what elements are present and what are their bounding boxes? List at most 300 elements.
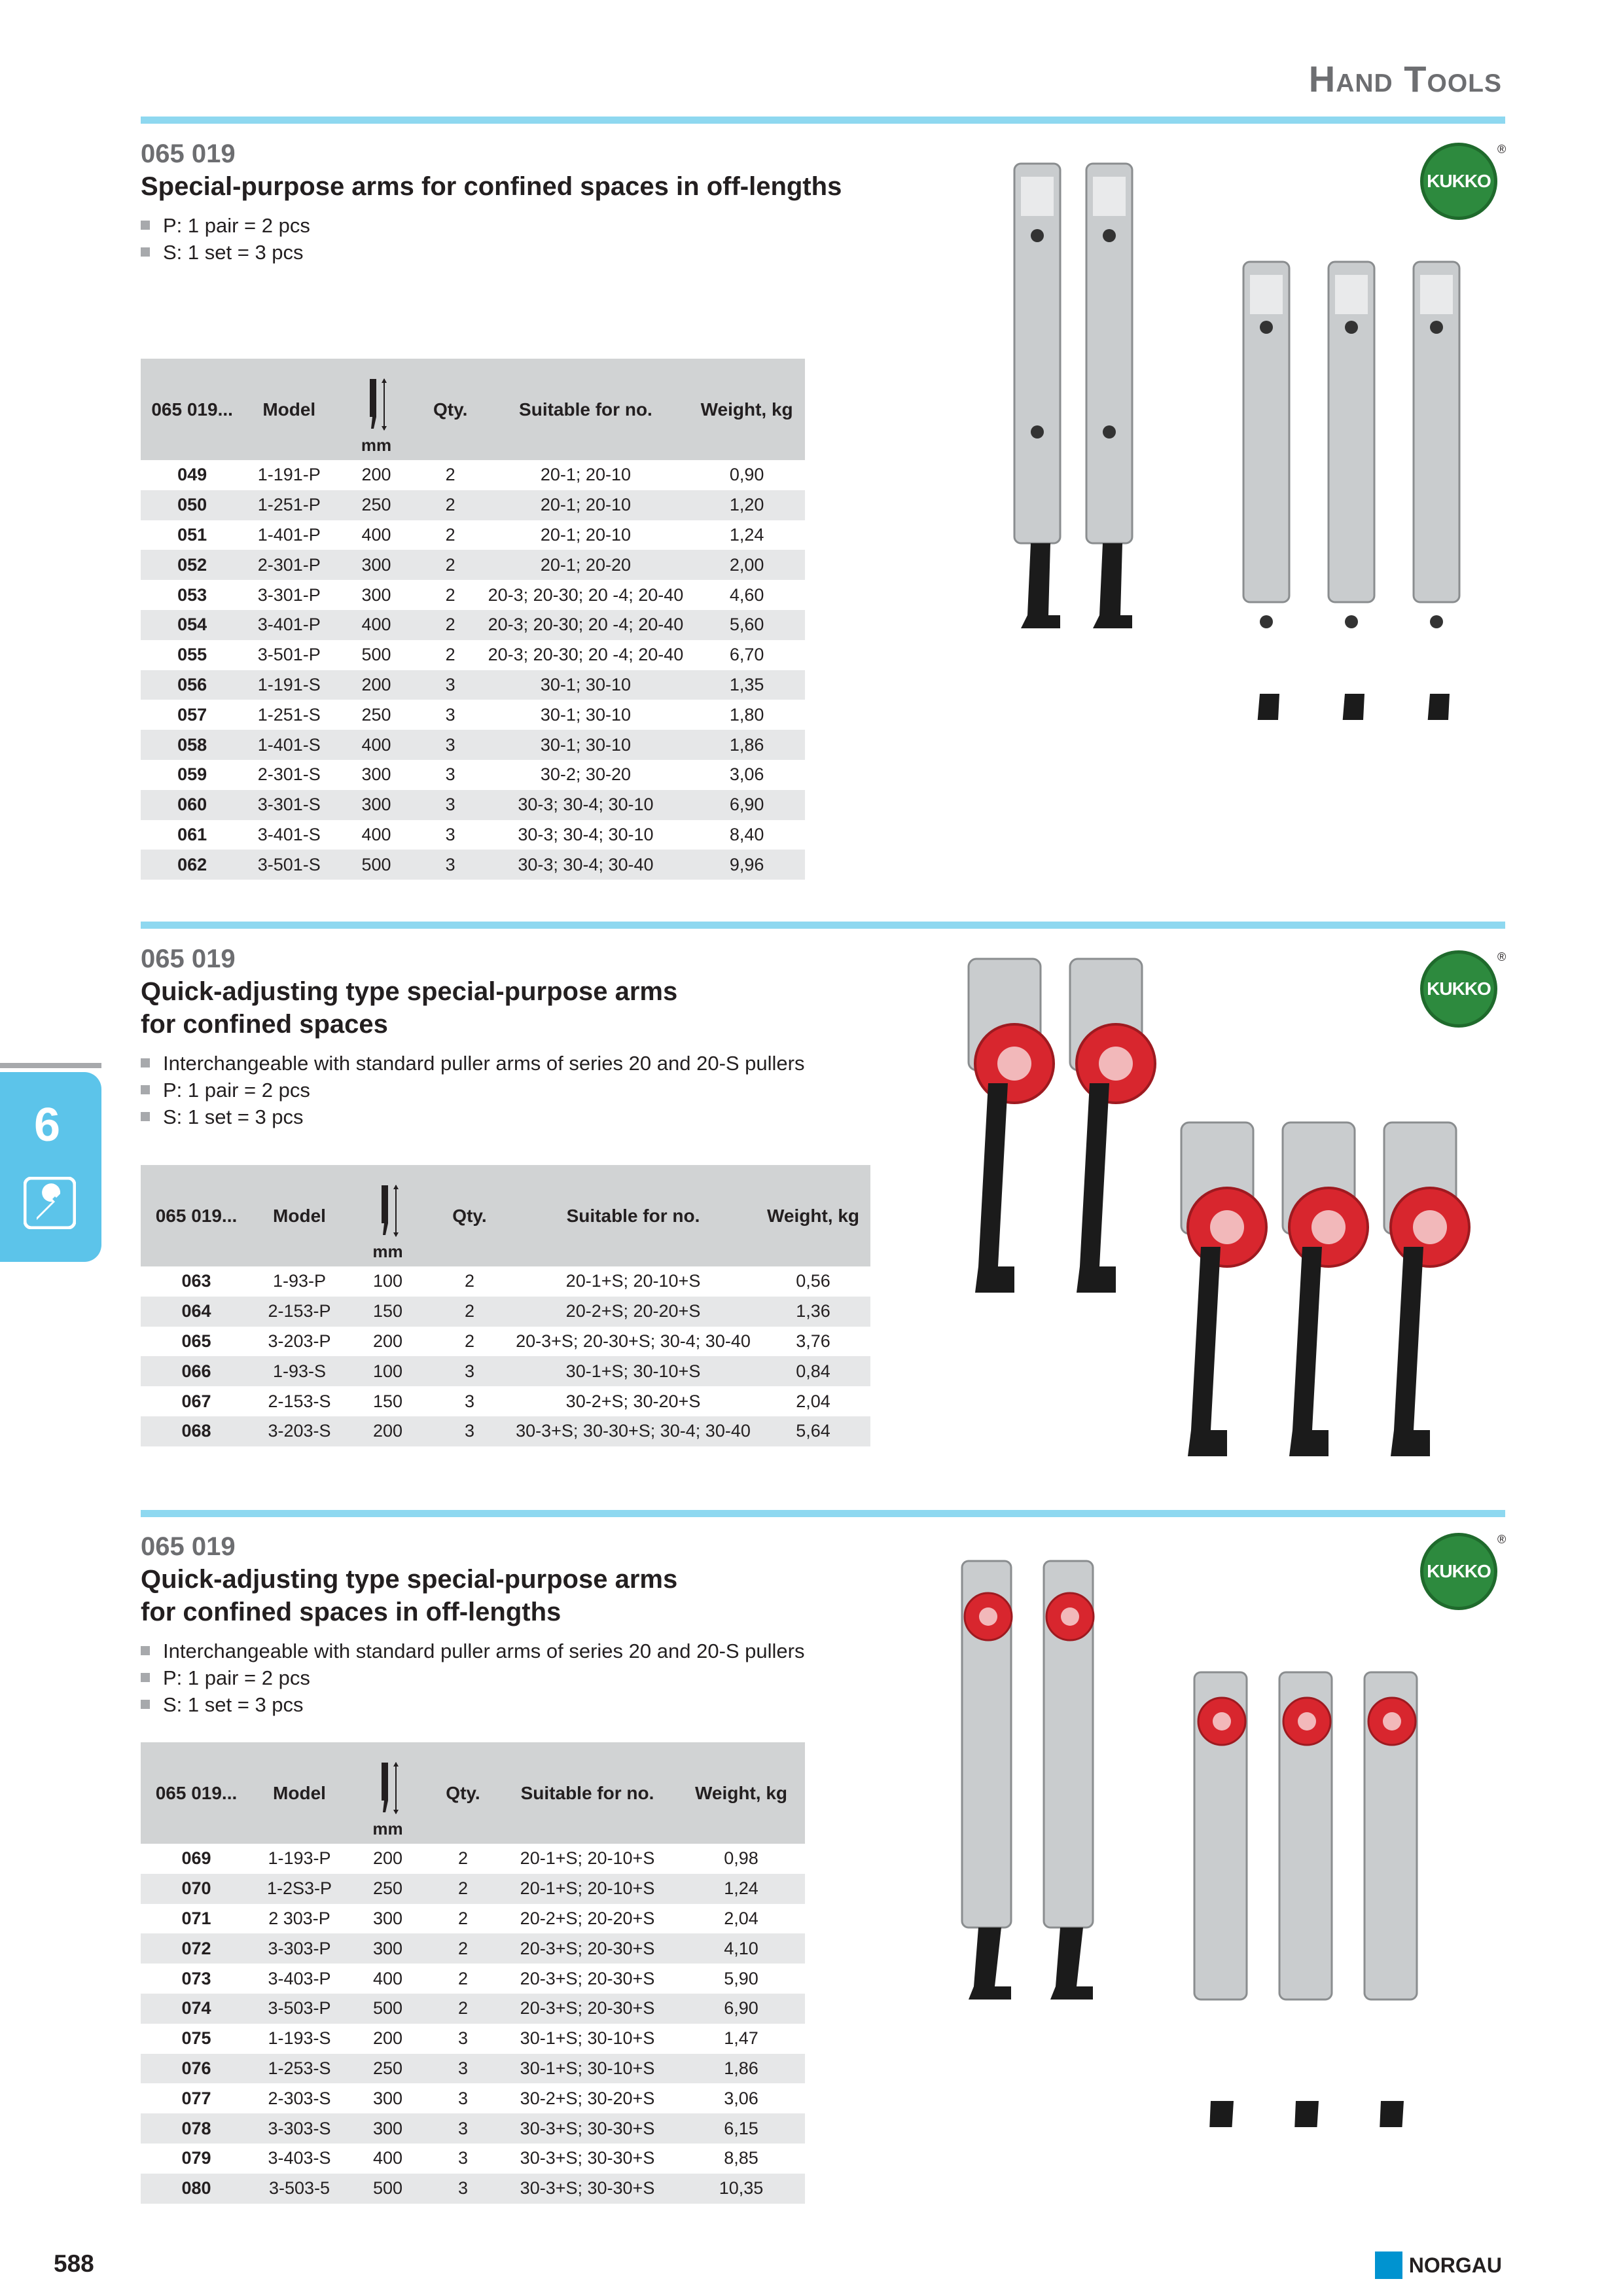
cell-model: 3-203-P xyxy=(268,1331,331,1351)
col-header-qty: Qty. xyxy=(429,1742,497,1844)
cell-weight-kg: 1,86 xyxy=(677,2054,805,2084)
cell-suitable-for: 20-3+S; 20-30+S; 30-4; 30-40 xyxy=(516,1331,751,1351)
cell-model: 1-253-S xyxy=(252,2054,347,2084)
table-row xyxy=(141,460,805,490)
table-row xyxy=(141,2113,805,2144)
feature-item: P: 1 pair = 2 pcs xyxy=(141,212,985,239)
cell-model: 1-193-S xyxy=(268,2028,331,2049)
cell-quantity: 3 xyxy=(418,670,483,700)
cell-length-mm: 300 xyxy=(372,1908,403,1928)
cell-article-number: 073 xyxy=(181,1968,211,1988)
cell-suitable-for: 20-1; 20-10 xyxy=(483,490,689,520)
cell-length-mm: 200 xyxy=(372,1848,403,1869)
cell-length-mm: 300 xyxy=(347,1933,429,1964)
cell-suitable-for: 20-1; 20-10 xyxy=(540,524,631,545)
cell-model: 3-501-P xyxy=(257,645,321,665)
cell-article-number: 052 xyxy=(141,550,243,580)
cell-length-mm: 300 xyxy=(334,550,418,580)
cell-suitable-for: 30-2+S; 30-20+S xyxy=(520,2088,655,2108)
cell-model: 3-401-S xyxy=(257,824,321,844)
cell-quantity: 2 xyxy=(429,1297,510,1327)
cell-quantity: 3 xyxy=(464,1391,475,1411)
col-header-suitable: Suitable for no. xyxy=(483,359,689,460)
cell-suitable-for: 30-1+S; 30-10+S xyxy=(497,2054,677,2084)
product-title-line-2: for confined spaces xyxy=(141,1010,388,1039)
cell-article-number: 076 xyxy=(141,2054,252,2084)
product-title: Quick-adjusting type special-purpose arms xyxy=(141,1565,678,1594)
cell-quantity: 3 xyxy=(457,2148,469,2168)
table-row xyxy=(141,1994,805,2024)
kukko-logo xyxy=(1420,1533,1497,1610)
cell-quantity: 2 xyxy=(445,584,455,605)
quick-adjust-arms-image xyxy=(955,952,1525,1469)
section-1-heading xyxy=(141,137,985,266)
table-row xyxy=(141,2024,805,2054)
registered-mark: ® xyxy=(1497,950,1507,963)
cell-quantity: 2 xyxy=(445,645,455,665)
cell-model: 1-251-P xyxy=(243,490,334,520)
feature-item: Interchangeable with standard puller arms of series 20 and 20-S pullers xyxy=(141,1638,985,1664)
puller-arms-image xyxy=(1001,157,1525,720)
cell-article-number: 059 xyxy=(177,764,207,785)
table-row xyxy=(141,610,805,640)
cell-length-mm: 300 xyxy=(334,790,418,820)
table-row xyxy=(141,580,805,610)
table-row xyxy=(141,1386,870,1416)
col-header-suitable: Suitable for no. xyxy=(510,1165,756,1266)
cell-length-mm: 200 xyxy=(372,1331,403,1351)
col-header-qty: Qty. xyxy=(418,359,483,460)
arm-length-icon xyxy=(375,1184,401,1238)
cell-weight-kg: 1,20 xyxy=(688,490,805,520)
feature-list xyxy=(141,1638,985,1718)
col-header-qty: Qty. xyxy=(429,1165,510,1266)
cell-weight-kg: 1,86 xyxy=(688,730,805,760)
table-row xyxy=(141,1964,805,1994)
cell-article-number: 062 xyxy=(141,850,243,880)
cell-weight-kg: 4,60 xyxy=(729,584,764,605)
product-title: Quick-adjusting type special-purpose arms xyxy=(141,977,678,1006)
feature-item: S: 1 set = 3 pcs xyxy=(141,239,985,266)
brand-name: NORGAU xyxy=(1408,2253,1502,2277)
cell-model: 2 303-P xyxy=(268,1908,330,1928)
cell-suitable-for: 20-1; 20-10 xyxy=(540,465,631,485)
cell-weight-kg: 1,36 xyxy=(756,1297,870,1327)
cell-quantity: 2 xyxy=(418,610,483,640)
kukko-logo xyxy=(1420,143,1497,220)
col-header-weight: Weight, kg xyxy=(677,1742,805,1844)
cell-article-number: 078 xyxy=(141,2113,252,2144)
cell-weight-kg: 8,85 xyxy=(724,2148,758,2168)
cell-length-mm: 500 xyxy=(347,2174,429,2204)
arm-length-icon xyxy=(375,1761,401,1815)
product-title: Special-purpose arms for confined spaces in off-lengths xyxy=(141,172,842,201)
cell-weight-kg: 3,06 xyxy=(724,2088,758,2108)
chapter-number: 6 xyxy=(34,1099,61,1151)
table-row xyxy=(141,1327,870,1357)
table-row xyxy=(141,1416,870,1446)
cell-article-number: 080 xyxy=(141,2174,252,2204)
cell-length-mm: 100 xyxy=(347,1356,429,1386)
cell-weight-kg: 0,90 xyxy=(729,465,764,485)
length-unit: mm xyxy=(361,435,392,455)
cell-suitable-for: 30-1; 30-10 xyxy=(483,730,689,760)
page-header-title: Hand Tools xyxy=(1308,58,1502,99)
cell-model: 3-403-S xyxy=(268,2148,331,2168)
table-row xyxy=(141,1844,805,1874)
feature-item: S: 1 set = 3 pcs xyxy=(141,1103,985,1130)
cell-suitable-for: 20-1; 20-20 xyxy=(483,550,689,580)
spec-table-3 xyxy=(141,1742,805,2204)
cell-model: 3-503-5 xyxy=(252,2174,347,2204)
cell-quantity: 2 xyxy=(457,1968,469,1988)
cell-quantity: 3 xyxy=(445,764,455,785)
cell-quantity: 2 xyxy=(464,1271,475,1291)
registered-mark: ® xyxy=(1497,143,1507,156)
col-header-weight: Weight, kg xyxy=(688,359,805,460)
cell-quantity: 2 xyxy=(429,1994,497,2024)
cell-quantity: 2 xyxy=(464,1331,475,1351)
table-header-row xyxy=(141,359,805,460)
cell-article-number: 071 xyxy=(181,1908,211,1928)
cell-weight-kg: 9,96 xyxy=(688,850,805,880)
feature-item: P: 1 pair = 2 pcs xyxy=(141,1077,985,1103)
cell-weight-kg: 3,76 xyxy=(796,1331,830,1351)
cell-suitable-for: 30-3+S; 30-30+S xyxy=(520,2148,655,2168)
cell-quantity: 2 xyxy=(418,550,483,580)
cell-weight-kg: 6,70 xyxy=(729,645,764,665)
cell-model: 2-301-P xyxy=(243,550,334,580)
table-row xyxy=(141,1297,870,1327)
cell-quantity: 3 xyxy=(457,2088,469,2108)
cell-model: 3-303-S xyxy=(252,2113,347,2144)
table-row xyxy=(141,1933,805,1964)
cell-model: 1-193-P xyxy=(268,1848,331,1869)
length-unit: mm xyxy=(372,1818,403,1839)
quick-adjust-offlength-arms-image xyxy=(949,1551,1525,2127)
cell-weight-kg: 1,47 xyxy=(724,2028,758,2049)
col-header-length xyxy=(347,1165,429,1266)
cell-suitable-for: 30-3+S; 30-30+S; 30-4; 30-40 xyxy=(510,1416,756,1446)
cell-article-number: 067 xyxy=(181,1391,211,1411)
table-row xyxy=(141,670,805,700)
cell-weight-kg: 6,90 xyxy=(688,790,805,820)
table-row xyxy=(141,2083,805,2113)
cell-weight-kg: 5,60 xyxy=(688,610,805,640)
cell-length-mm: 150 xyxy=(372,1391,403,1411)
table-row xyxy=(141,1266,870,1297)
cell-length-mm: 300 xyxy=(361,764,391,785)
cell-length-mm: 150 xyxy=(347,1297,429,1327)
cell-suitable-for: 20-1+S; 20-10+S xyxy=(497,1874,677,1904)
table-row xyxy=(141,1356,870,1386)
cell-length-mm: 200 xyxy=(372,2028,403,2049)
feature-item: P: 1 pair = 2 pcs xyxy=(141,1664,985,1691)
table-row xyxy=(141,850,805,880)
cell-model: 1-251-S xyxy=(257,704,321,725)
table-row xyxy=(141,1874,805,1904)
cell-model: 1-191-P xyxy=(257,465,321,485)
cell-length-mm: 250 xyxy=(347,1874,429,1904)
cell-article-number: 077 xyxy=(181,2088,211,2108)
arm-length-icon xyxy=(363,378,389,431)
cell-length-mm: 400 xyxy=(372,1968,403,1988)
cell-model: 3-403-P xyxy=(268,1968,331,1988)
product-photo-1 xyxy=(1001,157,1525,720)
cell-article-number: 063 xyxy=(181,1271,211,1291)
feature-item: S: 1 set = 3 pcs xyxy=(141,1691,985,1718)
col-header-article: 065 019... xyxy=(141,1742,252,1844)
cell-quantity: 3 xyxy=(429,2174,497,2204)
col-header-suitable: Suitable for no. xyxy=(497,1742,677,1844)
cell-model: 3-301-P xyxy=(257,584,321,605)
spec-table-2 xyxy=(141,1165,870,1446)
cell-weight-kg: 4,10 xyxy=(677,1933,805,1964)
product-code: 065 019 xyxy=(141,1532,236,1561)
feature-list xyxy=(141,1050,985,1130)
table-row xyxy=(141,550,805,580)
page-number: 588 xyxy=(54,2250,94,2277)
col-header-article: 065 019... xyxy=(141,359,243,460)
kukko-logo-text: KUKKO xyxy=(1427,1561,1491,1581)
cell-model: 1-191-S xyxy=(243,670,334,700)
cell-model: 1-93-P xyxy=(272,1271,327,1291)
cell-article-number: 068 xyxy=(141,1416,252,1446)
cell-model: 3-501-S xyxy=(243,850,334,880)
table-header-row xyxy=(141,1165,870,1266)
cell-model: 2-301-S xyxy=(257,764,321,785)
cell-article-number: 054 xyxy=(141,610,243,640)
cell-weight-kg: 6,15 xyxy=(677,2113,805,2144)
cell-weight-kg: 1,24 xyxy=(677,1874,805,1904)
chapter-tab-bar xyxy=(0,1063,101,1068)
cell-length-mm: 400 xyxy=(372,2148,403,2168)
cell-quantity: 2 xyxy=(457,1908,469,1928)
cell-article-number: 074 xyxy=(141,1994,252,2024)
cell-quantity: 2 xyxy=(429,1874,497,1904)
cell-length-mm: 300 xyxy=(361,584,391,605)
cell-quantity: 3 xyxy=(418,790,483,820)
cell-model: 3-303-P xyxy=(252,1933,347,1964)
cell-suitable-for: 20-2+S; 20-20+S xyxy=(520,1908,655,1928)
table-row xyxy=(141,820,805,850)
cell-suitable-for: 30-3; 30-4; 30-10 xyxy=(483,790,689,820)
cell-quantity: 3 xyxy=(429,1356,510,1386)
cell-length-mm: 250 xyxy=(334,490,418,520)
table-row xyxy=(141,700,805,730)
cell-length-mm: 500 xyxy=(347,1994,429,2024)
cell-suitable-for: 30-3+S; 30-30+S xyxy=(497,2113,677,2144)
product-title-line-2: for confined spaces in off-lengths xyxy=(141,1598,562,1626)
cell-model: 1-401-S xyxy=(243,730,334,760)
cell-suitable-for: 20-3+S; 20-30+S xyxy=(497,1933,677,1964)
cell-article-number: 055 xyxy=(177,645,207,665)
cell-suitable-for: 20-3; 20-30; 20 -4; 20-40 xyxy=(488,584,684,605)
cell-weight-kg: 2,04 xyxy=(796,1391,830,1411)
table-row xyxy=(141,490,805,520)
section-3-heading xyxy=(141,1530,985,1718)
cell-suitable-for: 30-2+S; 30-20+S xyxy=(565,1391,701,1411)
section-2-heading xyxy=(141,942,985,1130)
spec-table-1 xyxy=(141,359,805,880)
cell-weight-kg: 1,80 xyxy=(729,704,764,725)
cell-weight-kg: 3,06 xyxy=(729,764,764,785)
cell-quantity: 3 xyxy=(418,850,483,880)
product-photo-2 xyxy=(955,952,1525,1469)
table-row xyxy=(141,520,805,550)
section-divider xyxy=(141,117,1505,124)
cell-model: 1-2S3-P xyxy=(252,1874,347,1904)
cell-suitable-for: 30-1+S; 30-10+S xyxy=(520,2028,655,2049)
cell-weight-kg: 2,04 xyxy=(724,1908,758,1928)
cell-article-number: 066 xyxy=(141,1356,252,1386)
cell-weight-kg: 0,84 xyxy=(756,1356,870,1386)
cell-weight-kg: 0,56 xyxy=(796,1271,830,1291)
feature-item: Interchangeable with standard puller arms of series 20 and 20-S pullers xyxy=(141,1050,985,1077)
cell-length-mm: 400 xyxy=(334,610,418,640)
section-divider xyxy=(141,922,1505,929)
table-row xyxy=(141,760,805,790)
cell-model: 3-401-P xyxy=(243,610,334,640)
cell-article-number: 050 xyxy=(141,490,243,520)
brand-footer xyxy=(1375,2251,1502,2279)
registered-mark: ® xyxy=(1497,1533,1507,1546)
col-header-model: Model xyxy=(252,1165,347,1266)
cell-suitable-for: 30-1; 30-10 xyxy=(540,704,631,725)
brand-square-icon xyxy=(1375,2251,1402,2279)
cell-article-number: 065 xyxy=(181,1331,211,1351)
cell-quantity: 2 xyxy=(418,490,483,520)
cell-quantity: 3 xyxy=(429,2113,497,2144)
col-header-length xyxy=(347,1742,429,1844)
cell-article-number: 057 xyxy=(177,704,207,725)
cell-suitable-for: 30-3+S; 30-30+S xyxy=(497,2174,677,2204)
cell-length-mm: 300 xyxy=(347,2113,429,2144)
cell-weight-kg: 8,40 xyxy=(729,824,764,844)
cell-suitable-for: 20-3; 20-30; 20 -4; 20-40 xyxy=(483,610,689,640)
table-row xyxy=(141,2144,805,2174)
cell-model: 3-503-P xyxy=(252,1994,347,2024)
cell-model: 1-93-S xyxy=(252,1356,347,1386)
cell-quantity: 2 xyxy=(457,1848,469,1869)
cell-suitable-for: 30-2; 30-20 xyxy=(540,764,631,785)
col-header-model: Model xyxy=(252,1742,347,1844)
cell-article-number: 056 xyxy=(141,670,243,700)
cell-length-mm: 500 xyxy=(334,850,418,880)
table-header-row xyxy=(141,1742,805,1844)
cell-suitable-for: 20-1+S; 20-10+S xyxy=(565,1271,701,1291)
col-header-article: 065 019... xyxy=(141,1165,252,1266)
cell-article-number: 051 xyxy=(177,524,207,545)
col-header-model: Model xyxy=(243,359,334,460)
cell-article-number: 075 xyxy=(181,2028,211,2049)
cell-suitable-for: 30-3; 30-4; 30-40 xyxy=(483,850,689,880)
cell-model: 2-303-S xyxy=(268,2088,331,2108)
cell-weight-kg: 2,00 xyxy=(688,550,805,580)
cell-weight-kg: 1,35 xyxy=(688,670,805,700)
cell-suitable-for: 20-3+S; 20-30+S xyxy=(497,1994,677,2024)
cell-length-mm: 400 xyxy=(361,524,391,545)
cell-article-number: 072 xyxy=(141,1933,252,1964)
table-row xyxy=(141,640,805,670)
cell-quantity: 3 xyxy=(445,704,455,725)
cell-length-mm: 200 xyxy=(347,1416,429,1446)
kukko-logo-text: KUKKO xyxy=(1427,978,1491,999)
col-header-weight: Weight, kg xyxy=(756,1165,870,1266)
cell-quantity: 2 xyxy=(445,465,455,485)
table-row xyxy=(141,1904,805,1934)
cell-model: 3-301-S xyxy=(243,790,334,820)
cell-weight-kg: 5,64 xyxy=(756,1416,870,1446)
cell-article-number: 060 xyxy=(141,790,243,820)
cell-quantity: 2 xyxy=(429,1933,497,1964)
product-photo-3 xyxy=(949,1551,1525,2127)
cell-suitable-for: 30-1+S; 30-10+S xyxy=(510,1356,756,1386)
cell-article-number: 064 xyxy=(141,1297,252,1327)
kukko-logo-text: KUKKO xyxy=(1427,171,1491,191)
cell-model: 2-153-S xyxy=(268,1391,331,1411)
cell-article-number: 069 xyxy=(181,1848,211,1869)
cell-length-mm: 250 xyxy=(361,704,391,725)
cell-article-number: 058 xyxy=(141,730,243,760)
kukko-logo xyxy=(1420,950,1497,1028)
cell-suitable-for: 20-2+S; 20-20+S xyxy=(510,1297,756,1327)
cell-weight-kg: 0,98 xyxy=(724,1848,758,1869)
cell-weight-kg: 6,90 xyxy=(677,1994,805,2024)
table-row xyxy=(141,2174,805,2204)
cell-length-mm: 400 xyxy=(334,730,418,760)
cell-length-mm: 300 xyxy=(372,2088,403,2108)
cell-length-mm: 250 xyxy=(347,2054,429,2084)
cell-length-mm: 200 xyxy=(334,670,418,700)
cell-length-mm: 200 xyxy=(361,465,391,485)
cell-weight-kg: 10,35 xyxy=(677,2174,805,2204)
cell-article-number: 049 xyxy=(177,465,207,485)
cell-length-mm: 100 xyxy=(372,1271,403,1291)
chapter-tab[interactable] xyxy=(0,1072,101,1262)
cell-quantity: 3 xyxy=(445,824,455,844)
cell-article-number: 070 xyxy=(141,1874,252,1904)
col-header-length xyxy=(334,359,418,460)
feature-list xyxy=(141,212,985,266)
table-row xyxy=(141,730,805,760)
cell-quantity: 3 xyxy=(429,2054,497,2084)
cell-quantity: 3 xyxy=(418,730,483,760)
cell-weight-kg: 5,90 xyxy=(724,1968,758,1988)
product-code: 065 019 xyxy=(141,139,236,168)
cell-suitable-for: 20-3+S; 20-30+S xyxy=(520,1968,655,1988)
product-code: 065 019 xyxy=(141,944,236,973)
cell-model: 3-203-S xyxy=(252,1416,347,1446)
cell-quantity: 3 xyxy=(457,2028,469,2049)
cell-quantity: 2 xyxy=(445,524,455,545)
section-divider xyxy=(141,1510,1505,1517)
wrench-icon xyxy=(24,1177,76,1229)
table-row xyxy=(141,790,805,820)
cell-article-number: 061 xyxy=(177,824,207,844)
cell-suitable-for: 30-1; 30-10 xyxy=(483,670,689,700)
table-row xyxy=(141,2054,805,2084)
cell-model: 1-401-P xyxy=(257,524,321,545)
cell-length-mm: 400 xyxy=(361,824,391,844)
cell-model: 2-153-P xyxy=(252,1297,347,1327)
cell-article-number: 079 xyxy=(181,2148,211,2168)
cell-weight-kg: 1,24 xyxy=(729,524,764,545)
cell-article-number: 053 xyxy=(177,584,207,605)
cell-suitable-for: 30-3; 30-4; 30-10 xyxy=(518,824,654,844)
length-unit: mm xyxy=(372,1241,403,1261)
cell-suitable-for: 20-3; 20-30; 20 -4; 20-40 xyxy=(488,645,684,665)
